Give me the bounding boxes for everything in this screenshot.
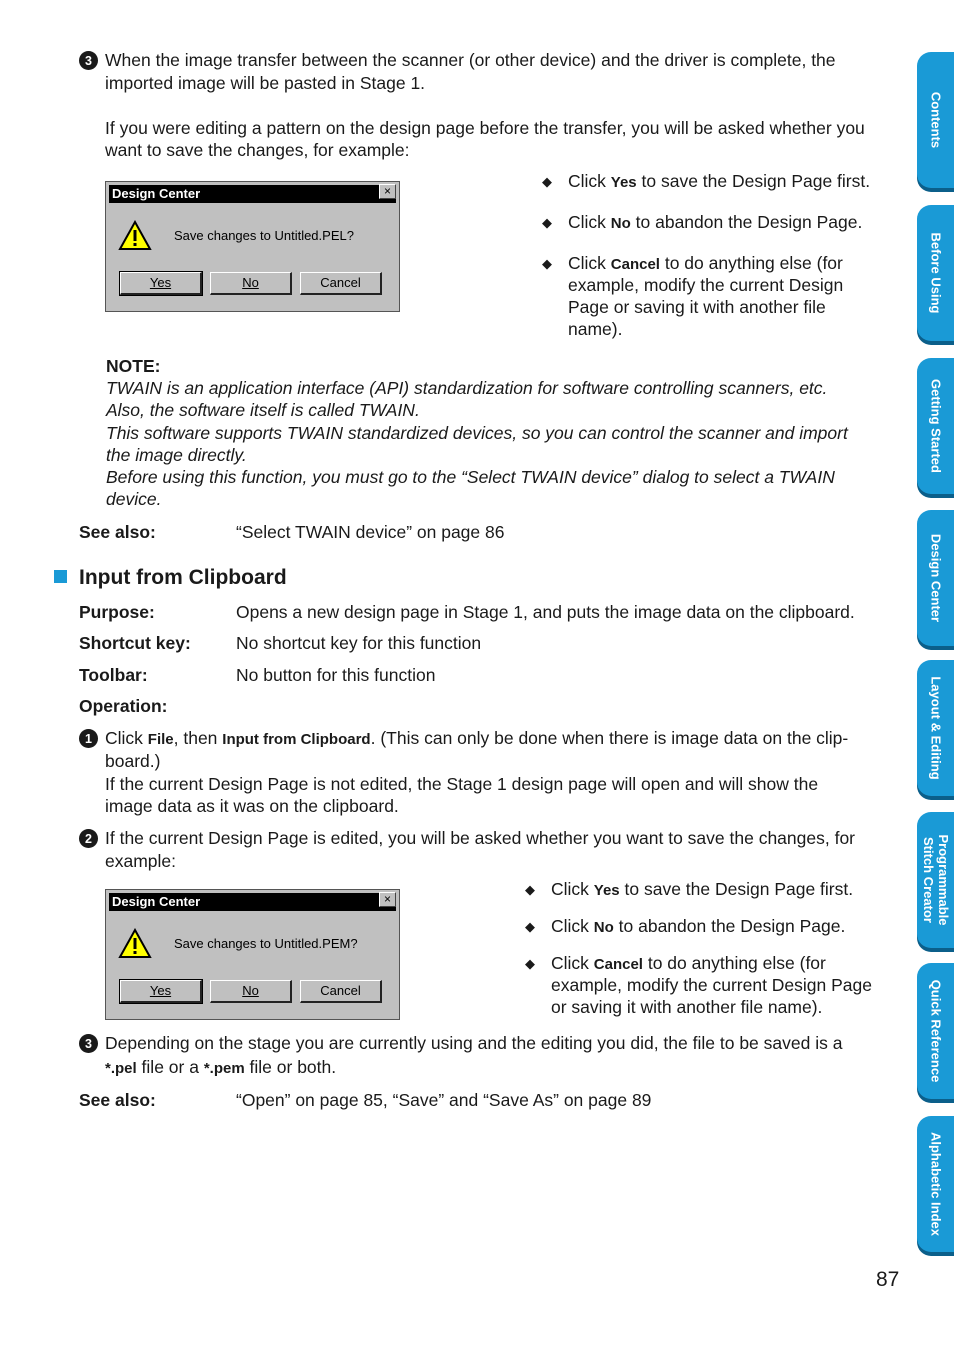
bullet2-no: Click No to abandon the Design Page.	[551, 916, 846, 936]
tab-label: Before Using	[928, 232, 943, 314]
note-line: This software supports TWAIN standardized devices, so you can control the scanner and import	[106, 423, 848, 443]
step2-line2: example:	[105, 851, 177, 871]
close-icon: ×	[379, 184, 396, 199]
close-icon: ×	[379, 892, 396, 907]
note-line: the image directly.	[106, 445, 247, 465]
tab-label: Layout & Editing	[928, 676, 943, 780]
note-line: Before using this function, you must go to the “Select TWAIN device” dialog to select a TWAIN	[106, 467, 835, 487]
note-label: NOTE:	[106, 356, 161, 376]
save-changes-dialog-pem	[105, 889, 400, 1020]
yes-label: Yes	[149, 983, 172, 998]
note-line: Also, the software itself is called TWAIN.	[106, 400, 420, 420]
step3-para-line2: want to save the changes, for example:	[105, 140, 410, 160]
step3-para-line1: If you were editing a pattern on the design page before the transfer, you will be asked whether you	[105, 118, 865, 138]
diamond-bullet-icon: ◆	[542, 174, 552, 189]
step-number-1: 1	[79, 729, 98, 748]
save-changes-dialog-pel	[105, 181, 400, 312]
tab-label: Programmable Stitch Creator	[920, 834, 951, 926]
bullet2-cancel-line3: or saving it with another file name).	[551, 997, 823, 1017]
no-label: No	[242, 983, 259, 998]
step-number-3: 3	[79, 51, 98, 70]
cancel-button: Cancel	[300, 980, 382, 1003]
warning-icon	[118, 220, 152, 252]
note-line: TWAIN is an application interface (API) standardization for software controlling scanners, etc.	[106, 378, 828, 398]
section-title: Input from Clipboard	[79, 566, 287, 589]
step3b-line2: *.pel file or a *.pem file or both.	[105, 1057, 337, 1077]
shortcut-label: Shortcut key:	[79, 633, 191, 653]
page-number: 87	[876, 1268, 900, 1291]
shortcut-value: No shortcut key for this function	[236, 633, 482, 653]
bullet1-cancel-line3: Page or saving it with another file	[568, 297, 826, 317]
bullet2-cancel-line2: example, modify the current Design Page	[551, 975, 872, 995]
dialog-title: Design Center	[109, 185, 396, 203]
step1-line2: board.)	[105, 751, 161, 771]
dialog-message: Save changes to Untitled.PEL?	[174, 228, 354, 243]
bullet2-cancel: Click Cancel to do anything else (for	[551, 953, 826, 973]
step1-line3: If the current Design Page is not edited, the Stage 1 design page will open and will show the	[105, 774, 819, 794]
yes-label: Yes	[149, 275, 172, 290]
tab-label: Design Center	[928, 533, 943, 623]
dialog-message: Save changes to Untitled.PEM?	[174, 936, 358, 951]
warning-icon	[118, 928, 152, 960]
toolbar-value: No button for this function	[236, 665, 436, 685]
yes-button	[120, 272, 202, 295]
diamond-bullet-icon: ◆	[525, 956, 535, 971]
tab-label: Alphabetic Index	[928, 1131, 943, 1237]
step3b-line1: Depending on the stage you are currently using and the editing you did, the file to be saved is a	[105, 1033, 843, 1053]
tab-design-center[interactable]	[917, 510, 954, 646]
purpose-label: Purpose:	[79, 602, 155, 622]
dialog-title: Design Center	[109, 893, 396, 911]
step1-line4: image data as it was on the clipboard.	[105, 796, 399, 816]
step2-line1: If the current Design Page is edited, you will be asked whether you want to save the changes, for	[105, 828, 856, 848]
tab-label: Quick Reference	[928, 979, 943, 1083]
bullet1-yes: Click Yes to save the Design Page first.	[568, 171, 871, 191]
tab-quick-reference[interactable]	[917, 963, 954, 1099]
tab-programmable-stitch-creator[interactable]	[917, 812, 954, 948]
diamond-bullet-icon: ◆	[525, 919, 535, 934]
diamond-bullet-icon: ◆	[525, 882, 535, 897]
purpose-value: Opens a new design page in Stage 1, and puts the image data on the clipboard.	[236, 602, 855, 622]
no-button	[210, 272, 292, 295]
yes-button	[120, 980, 202, 1003]
step-number-2: 2	[79, 829, 98, 848]
cancel-button: Cancel	[300, 272, 382, 295]
see-also-value: “Open” on page 85, “Save” and “Save As” on page 89	[236, 1090, 652, 1110]
bullet1-no: Click No to abandon the Design Page.	[568, 212, 863, 232]
tab-label: Contents	[928, 91, 943, 149]
step-number-3: 3	[79, 1034, 98, 1053]
step1-line1: Click File, then Input from Clipboard. (This can only be done when there is image data on the clip-	[105, 728, 849, 748]
diamond-bullet-icon: ◆	[542, 215, 552, 230]
bullet2-yes: Click Yes to save the Design Page first.	[551, 879, 854, 899]
step3-line2: imported image will be pasted in Stage 1.	[105, 73, 426, 93]
no-button	[210, 980, 292, 1003]
diamond-bullet-icon: ◆	[542, 256, 552, 271]
step3-line1: When the image transfer between the scanner (or other device) and the driver is complete, the	[105, 50, 836, 70]
toolbar-label: Toolbar:	[79, 665, 148, 685]
bullet1-cancel: Click Cancel to do anything else (for	[568, 253, 843, 273]
tab-before-using[interactable]	[917, 205, 954, 341]
see-also-label: See also:	[79, 522, 156, 542]
see-also-label: See also:	[79, 1090, 156, 1110]
operation-label: Operation:	[79, 696, 168, 716]
tab-contents[interactable]	[917, 52, 954, 188]
see-also-value: “Select TWAIN device” on page 86	[236, 522, 505, 542]
tab-getting-started[interactable]	[917, 358, 954, 494]
bullet1-cancel-line4: name).	[568, 319, 623, 339]
tab-alphabetic-index[interactable]	[917, 1116, 954, 1252]
note-line: device.	[106, 489, 162, 509]
tab-layout-editing[interactable]	[917, 660, 954, 796]
bullet1-cancel-line2: example, modify the current Design	[568, 275, 844, 295]
no-label: No	[242, 275, 259, 290]
section-square-icon	[54, 570, 67, 583]
tab-label: Getting Started	[928, 379, 943, 473]
